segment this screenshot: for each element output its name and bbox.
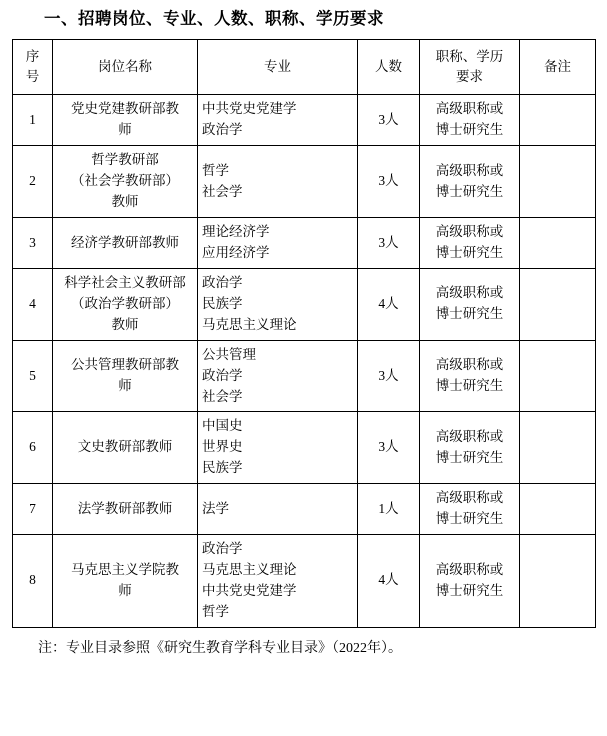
- cell-requirement: [420, 146, 520, 218]
- cell-major-line: 中国史: [202, 418, 243, 434]
- cell-note: [520, 535, 596, 628]
- cell-post: [53, 535, 198, 628]
- cell-requirement-line: 高级职称或: [435, 285, 504, 301]
- cell-note: [520, 340, 596, 412]
- cell-major-line: 法学: [202, 500, 229, 516]
- column-header-no: [13, 40, 53, 95]
- table-header: [13, 40, 596, 95]
- cell-requirement: [420, 412, 520, 484]
- cell-major-line: 世界史: [202, 439, 243, 455]
- table-body: [13, 95, 596, 627]
- cell-post: [53, 412, 198, 484]
- cell-requirement: [420, 95, 520, 146]
- cell-no: 3: [13, 218, 53, 269]
- cell-requirement: [420, 268, 520, 340]
- cell-no: 6: [13, 412, 53, 484]
- cell-requirement-line: 高级职称或: [435, 162, 504, 178]
- column-header-count: 人数: [358, 40, 420, 95]
- cell-major-line: 中共党史党建学: [202, 582, 297, 598]
- table-footnote: 注：专业目录参照《研究生教育学科专业目录》（2022年）。: [38, 640, 402, 656]
- column-header-post: 岗位名称: [53, 40, 198, 95]
- cell-requirement-line: 高级职称或: [435, 357, 504, 373]
- cell-no: 1: [13, 95, 53, 146]
- cell-post-line: （政治学教研部）: [71, 295, 179, 311]
- cell-post-line: （社会学教研部）: [71, 173, 179, 189]
- cell-major-line: 哲学: [202, 162, 229, 178]
- cell-no: 5: [13, 340, 53, 412]
- cell-no: 8: [13, 535, 53, 628]
- cell-major: [198, 218, 358, 269]
- cell-requirement-line: 博士研究生: [435, 378, 504, 394]
- cell-requirement: [420, 218, 520, 269]
- cell-post: [53, 146, 198, 218]
- cell-post-line: 师: [118, 582, 132, 598]
- table-row: [13, 412, 596, 484]
- column-header-requirement-line2: 要求: [456, 69, 483, 85]
- cell-major: [198, 484, 358, 535]
- cell-count: 3人: [358, 412, 420, 484]
- column-header-note: 备注: [520, 40, 596, 95]
- cell-requirement-line: 博士研究生: [435, 582, 504, 598]
- column-header-no-line2: 号: [25, 69, 40, 85]
- cell-post-line: 公共管理教研部教: [71, 357, 179, 373]
- cell-major-line: 公共管理: [202, 346, 256, 362]
- cell-major-line: 民族学: [202, 295, 243, 311]
- cell-post-line: 科学社会主义教研部: [64, 274, 186, 290]
- cell-major-line: 马克思主义理论: [202, 316, 297, 332]
- cell-post: [53, 218, 198, 269]
- cell-post-line: 党史党建教研部教: [71, 101, 179, 117]
- cell-requirement-line: 博士研究生: [435, 449, 504, 465]
- table-row: [13, 268, 596, 340]
- cell-major-line: 中共党史党建学: [202, 101, 297, 117]
- cell-requirement-line: 高级职称或: [435, 561, 504, 577]
- cell-requirement-line: 博士研究生: [435, 511, 504, 527]
- cell-note: [520, 484, 596, 535]
- cell-requirement-line: 高级职称或: [435, 224, 504, 240]
- cell-count: 4人: [358, 268, 420, 340]
- cell-requirement: [420, 340, 520, 412]
- cell-requirement: [420, 484, 520, 535]
- table-row: [13, 95, 596, 146]
- cell-note: [520, 218, 596, 269]
- cell-post: [53, 484, 198, 535]
- cell-no: 4: [13, 268, 53, 340]
- cell-count: 3人: [358, 218, 420, 269]
- table-row: [13, 535, 596, 628]
- cell-post: [53, 340, 198, 412]
- cell-major: [198, 268, 358, 340]
- cell-requirement-line: 博士研究生: [435, 183, 504, 199]
- cell-count: 3人: [358, 95, 420, 146]
- cell-major-line: 民族学: [202, 460, 243, 476]
- cell-requirement-line: 博士研究生: [435, 306, 504, 322]
- cell-no: 7: [13, 484, 53, 535]
- cell-major-line: 社会学: [202, 388, 243, 404]
- cell-requirement-line: 高级职称或: [435, 490, 504, 506]
- column-header-requirement: [420, 40, 520, 95]
- table-row: [13, 484, 596, 535]
- cell-requirement-line: 博士研究生: [435, 122, 504, 138]
- cell-major-line: 政治学: [202, 367, 243, 383]
- cell-post-line: 法学教研部教师: [77, 500, 173, 516]
- column-header-requirement-line1: 职称、学历: [435, 48, 504, 64]
- cell-major-line: 政治学: [202, 541, 243, 557]
- cell-post-line: 教师: [111, 316, 139, 332]
- cell-major: [198, 146, 358, 218]
- cell-count: 3人: [358, 146, 420, 218]
- cell-major-line: 马克思主义理论: [202, 561, 297, 577]
- column-header-no-line1: 序: [25, 48, 40, 64]
- cell-major: [198, 535, 358, 628]
- cell-major: [198, 95, 358, 146]
- table-row: [13, 340, 596, 412]
- cell-requirement: [420, 535, 520, 628]
- table-row: [13, 218, 596, 269]
- table-header-row: [13, 40, 596, 95]
- recruitment-table: [12, 39, 596, 627]
- cell-major-line: 政治学: [202, 122, 243, 138]
- cell-major: [198, 340, 358, 412]
- cell-note: [520, 146, 596, 218]
- cell-count: 1人: [358, 484, 420, 535]
- page-title: 一、招聘岗位、专业、人数、职称、学历要求: [44, 9, 384, 28]
- cell-note: [520, 268, 596, 340]
- cell-post-line: 师: [118, 378, 132, 394]
- cell-requirement-line: 高级职称或: [435, 101, 504, 117]
- cell-major-line: 哲学: [202, 603, 229, 619]
- table-row: [13, 146, 596, 218]
- cell-post-line: 哲学教研部: [91, 152, 159, 168]
- cell-major-line: 应用经济学: [202, 244, 270, 260]
- cell-note: [520, 95, 596, 146]
- cell-major-line: 政治学: [202, 274, 243, 290]
- cell-post-line: 文史教研部教师: [77, 439, 173, 455]
- cell-count: 3人: [358, 340, 420, 412]
- cell-major-line: 理论经济学: [202, 224, 270, 240]
- cell-post-line: 师: [118, 122, 132, 138]
- column-header-major: 专业: [198, 40, 358, 95]
- cell-post-line: 马克思主义学院教: [71, 561, 179, 577]
- cell-note: [520, 412, 596, 484]
- cell-requirement-line: 博士研究生: [435, 244, 504, 260]
- cell-no: 2: [13, 146, 53, 218]
- cell-requirement-line: 高级职称或: [435, 428, 504, 444]
- cell-post: [53, 95, 198, 146]
- cell-major-line: 社会学: [202, 183, 243, 199]
- cell-post-line: 经济学教研部教师: [71, 234, 179, 250]
- cell-major: [198, 412, 358, 484]
- cell-post-line: 教师: [111, 194, 139, 210]
- cell-count: 4人: [358, 535, 420, 628]
- cell-post: [53, 268, 198, 340]
